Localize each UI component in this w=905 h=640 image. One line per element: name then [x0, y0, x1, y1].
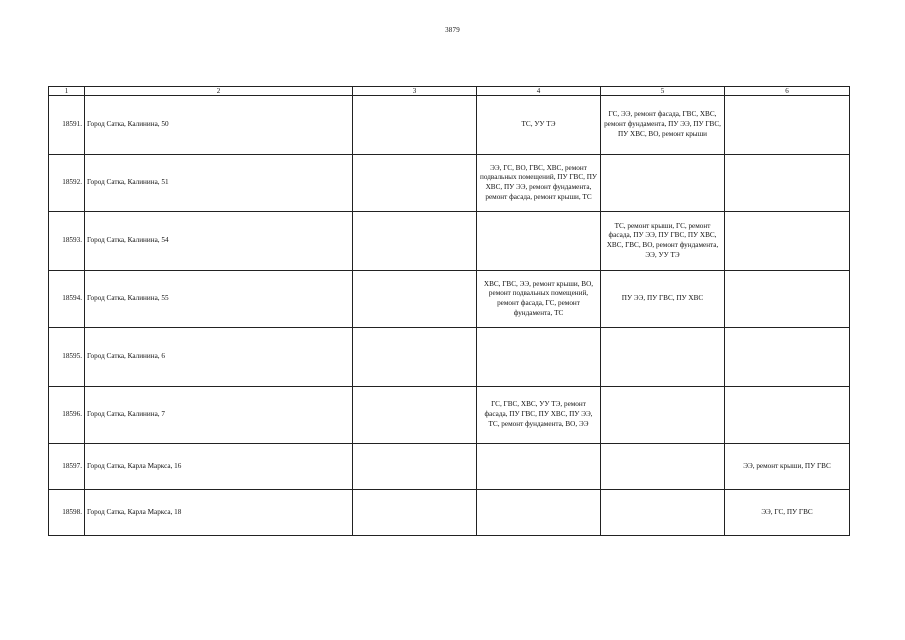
column-3-cell: [353, 212, 477, 271]
column-4-cell: ТС, УУ ТЭ: [477, 96, 601, 155]
column-6-cell: [725, 271, 850, 328]
column-6-cell: [725, 212, 850, 271]
column-6-cell: [725, 328, 850, 387]
table-row: [49, 444, 850, 490]
column-5-cell: [601, 490, 725, 536]
table-row: [49, 387, 850, 444]
column-header-2: 2: [85, 87, 353, 96]
data-table: [48, 86, 850, 536]
column-4-cell: ГС, ГВС, ХВС, УУ ТЭ, ремонт фасада, ПУ ГВС, ПУ ХВС, ПУ ЭЭ, ТС, ремонт фундамента, ВО, ЭЭ: [477, 387, 601, 444]
address-cell: Город Сатка, Калинина, 6: [85, 328, 353, 387]
column-6-cell: [725, 387, 850, 444]
column-6-cell: ЭЭ, ремонт крыши, ПУ ГВС: [725, 444, 850, 490]
row-number: 18596.: [49, 387, 85, 444]
row-number: 18598.: [49, 490, 85, 536]
table-row: [49, 96, 850, 155]
address-cell: Город Сатка, Калинина, 55: [85, 271, 353, 328]
column-4-cell: ЭЭ, ГС, ВО, ГВС, ХВС, ремонт подвальных помещений, ПУ ГВС, ПУ ХВС, ПУ ЭЭ, ремонт фундамента, ремонт фасада, ремонт крыши, ТС: [477, 155, 601, 212]
address-cell: Город Сатка, Калинина, 51: [85, 155, 353, 212]
table-row: [49, 212, 850, 271]
table-row: [49, 271, 850, 328]
address-cell: Город Сатка, Карла Маркса, 18: [85, 490, 353, 536]
column-4-cell: [477, 490, 601, 536]
column-3-cell: [353, 444, 477, 490]
column-header-5: 5: [601, 87, 725, 96]
row-number: 18594.: [49, 271, 85, 328]
column-5-cell: [601, 387, 725, 444]
column-5-cell: ТС, ремонт крыши, ГС, ремонт фасада, ПУ ЭЭ, ПУ ГВС, ПУ ХВС, ХВС, ГВС, ВО, ремонт фундамента, ЭЭ, УУ ТЭ: [601, 212, 725, 271]
column-header-1: 1: [49, 87, 85, 96]
header-row: [49, 87, 850, 96]
address-cell: Город Сатка, Карла Маркса, 16: [85, 444, 353, 490]
column-header-3: 3: [353, 87, 477, 96]
column-5-cell: [601, 328, 725, 387]
column-5-cell: [601, 444, 725, 490]
column-6-cell: [725, 96, 850, 155]
column-3-cell: [353, 271, 477, 328]
column-5-cell: ПУ ЭЭ, ПУ ГВС, ПУ ХВС: [601, 271, 725, 328]
table-row: [49, 328, 850, 387]
column-6-cell: ЭЭ, ГС, ПУ ГВС: [725, 490, 850, 536]
address-cell: Город Сатка, Калинина, 7: [85, 387, 353, 444]
table-row: [49, 155, 850, 212]
column-3-cell: [353, 155, 477, 212]
column-3-cell: [353, 328, 477, 387]
column-header-4: 4: [477, 87, 601, 96]
column-4-cell: [477, 444, 601, 490]
column-5-cell: [601, 155, 725, 212]
column-4-cell: ХВС, ГВС, ЭЭ, ремонт крыши, ВО, ремонт подвальных помещений, ремонт фасада, ГС, ремонт фундамента, ТС: [477, 271, 601, 328]
column-3-cell: [353, 490, 477, 536]
column-4-cell: [477, 212, 601, 271]
address-cell: Город Сатка, Калинина, 50: [85, 96, 353, 155]
row-number: 18597.: [49, 444, 85, 490]
row-number: 18591.: [49, 96, 85, 155]
column-6-cell: [725, 155, 850, 212]
column-4-cell: [477, 328, 601, 387]
row-number: 18595.: [49, 328, 85, 387]
row-number: 18592.: [49, 155, 85, 212]
column-header-6: 6: [725, 87, 850, 96]
column-3-cell: [353, 96, 477, 155]
address-cell: Город Сатка, Калинина, 54: [85, 212, 353, 271]
table-row: [49, 490, 850, 536]
column-5-cell: ГС, ЭЭ, ремонт фасада, ГВС, ХВС, ремонт фундамента, ПУ ЭЭ, ПУ ГВС, ПУ ХВС, ВО, ремонт крыши: [601, 96, 725, 155]
page-number: 3879: [445, 26, 460, 34]
column-3-cell: [353, 387, 477, 444]
row-number: 18593.: [49, 212, 85, 271]
